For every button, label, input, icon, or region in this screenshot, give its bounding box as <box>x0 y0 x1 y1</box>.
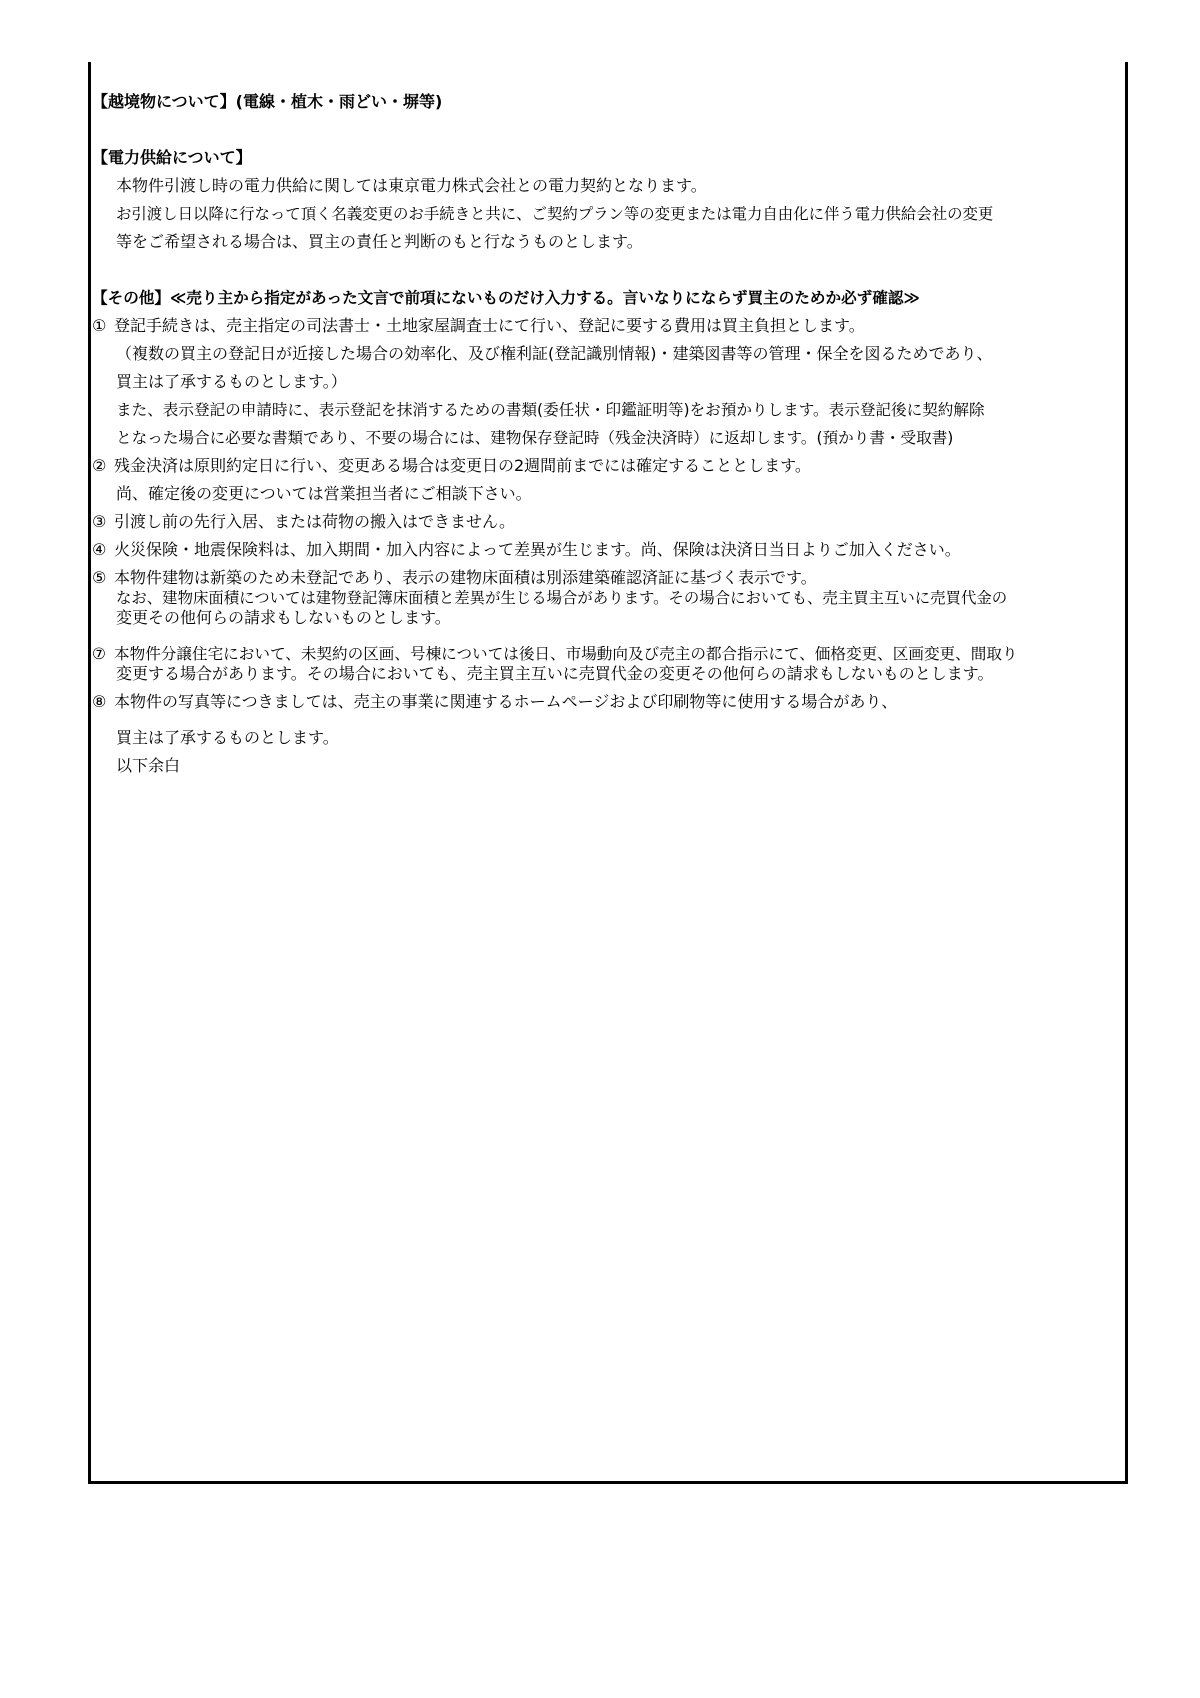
list-item: （複数の買主の登記日が近接した場合の効率化、及び権利証(登記識別情報)・建築図書等の管理・保全を図るためであり、 <box>116 344 993 363</box>
list-item: 買主は了承するものとします。） <box>116 372 347 391</box>
power-line: 本物件引渡し時の電力供給に関しては東京電力株式会社との電力契約となります。 <box>116 176 707 195</box>
item-number: ④ <box>92 540 107 559</box>
list-item: 買主は了承するものとします。 <box>116 728 339 747</box>
item-text: 登記手続きは、売主指定の司法書士・土地家屋調査士にて行い、登記に要する費用は買主負担とします。 <box>114 316 865 335</box>
encroachment-heading: 【越境物について】(電線・植木・雨どい・塀等) <box>92 92 443 111</box>
item-number: ② <box>92 456 107 475</box>
item-text: 引渡し前の先行入居、または荷物の搬入はできません。 <box>114 512 515 531</box>
item-text: 本物件の写真等につきましては、売主の事業に関連するホームページおよび印刷物等に使用する場合があり、 <box>114 692 898 711</box>
other-heading: 【その他】≪売り主から指定があった文言で前項にないものだけ入力する。言いなりにならず買主のためか必ず確認≫ <box>92 289 920 307</box>
power-line: お引渡し日以降に行なって頂く名義変更のお手続きと共に、ご契約プラン等の変更または電力自由化に伴う電力供給会社の変更 <box>116 205 994 223</box>
end-note: 以下余白 <box>116 756 181 775</box>
list-item: 変更その他何らの請求もしないものとします。 <box>116 608 451 627</box>
item-text: 本物件建物は新築のため未登記であり、表示の建物床面積は別添建築確認済証に基づく表示です。 <box>114 568 817 587</box>
item-number: ① <box>92 316 107 335</box>
list-item: 変更する場合があります。その場合においても、売主買主互いに売買代金の変更その他何らの請求もしないものとします。 <box>116 664 994 683</box>
list-item <box>92 540 961 560</box>
item-number: ③ <box>92 512 107 531</box>
list-item <box>92 644 1018 664</box>
item-number: ⑦ <box>92 645 106 663</box>
power-heading: 【電力供給について】 <box>92 148 252 167</box>
item-text: 残金決済は原則約定日に行い、変更ある場合は変更日の2週間前までには確定することとします。 <box>114 456 811 475</box>
list-item <box>92 568 817 588</box>
item-number: ⑧ <box>92 692 107 711</box>
list-item <box>92 316 865 336</box>
item-text: 火災保険・地震保険料は、加入期間・加入内容によって差異が生じます。尚、保険は決済日当日よりご加入ください。 <box>114 540 961 559</box>
list-item <box>92 512 515 532</box>
item-number: ⑤ <box>92 568 107 587</box>
list-item: 尚、確定後の変更については営業担当者にご相談下さい。 <box>116 484 532 503</box>
document-frame <box>88 62 1128 1484</box>
list-item: となった場合に必要な書類であり、不要の場合には、建物保存登記時（残金決済時）に返却します。(預かり書・受取書) <box>116 429 954 447</box>
list-item: また、表示登記の申請時に、表示登記を抹消するための書類(委任状・印鑑証明等)をお預かりします。表示登記後に契約解除 <box>116 401 985 419</box>
item-text: 本物件分譲住宅において、未契約の区画、号棟については後日、市場動向及び売主の都合指示にて、価格変更、区画変更、間取り <box>114 645 1018 663</box>
list-item <box>92 456 811 476</box>
list-item <box>92 692 897 712</box>
list-item: なお、建物床面積については建物登記簿床面積と差異が生じる場合があります。その場合においても、売主買主互いに売買代金の <box>116 589 1008 607</box>
power-line: 等をご希望される場合は、買主の責任と判断のもと行なうものとします。 <box>116 232 643 251</box>
